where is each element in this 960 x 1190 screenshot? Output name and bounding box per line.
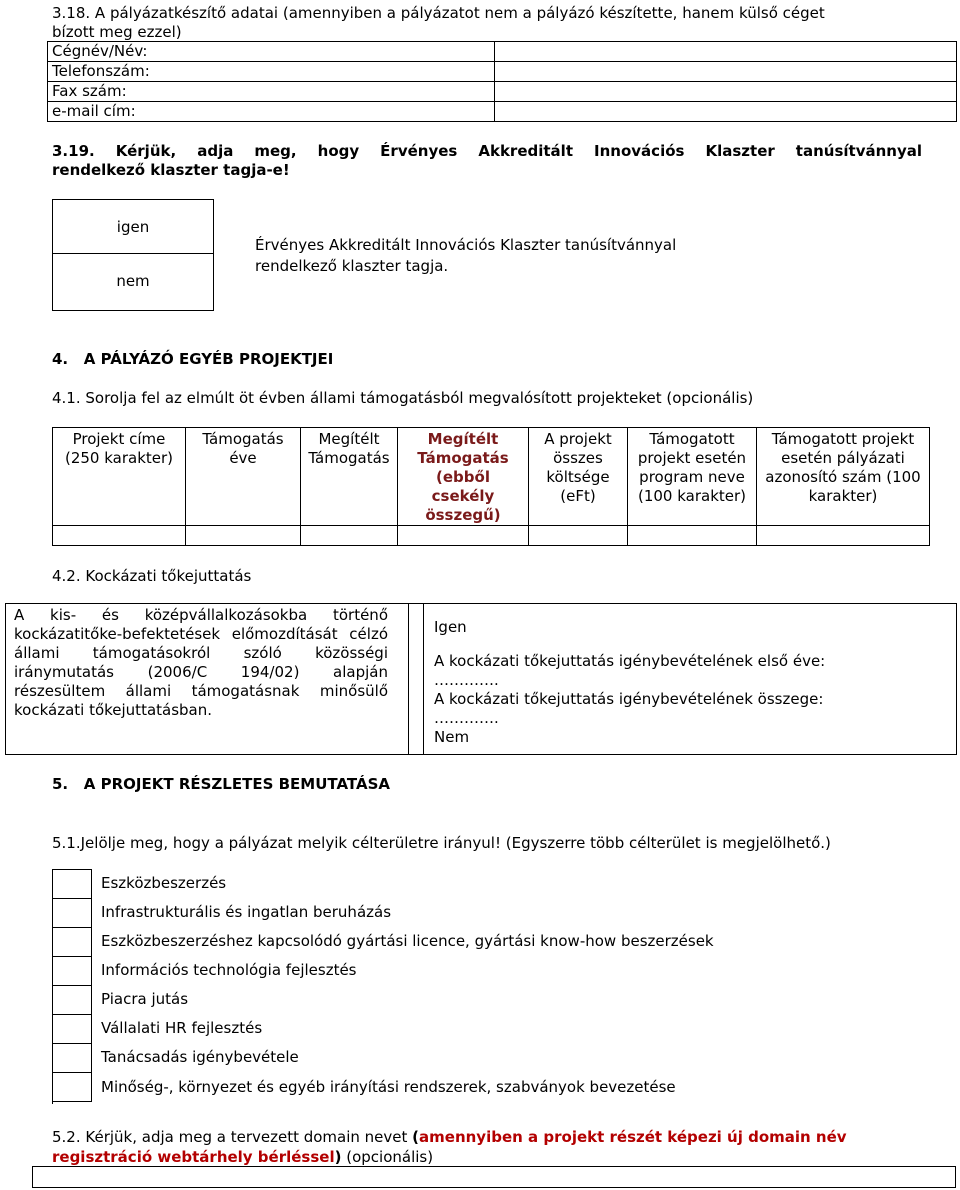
cluster-yes-option[interactable] (53, 200, 213, 254)
section-3-18-heading-cont: bízott meg ezzel) (52, 23, 182, 41)
contractor-fax-label: Fax szám: (48, 82, 495, 102)
risk-amount-input[interactable]: …………. (434, 709, 499, 727)
risk-capital-gap (409, 604, 424, 755)
target-label-consulting: Tanácsadás igénybevétele (101, 1048, 299, 1066)
section-5-1-heading: 5.1.Jelölje meg, hogy a pályázat melyik célterületre irányul! (Egyszerre több célterület is megjelölhető.) (52, 834, 831, 852)
cluster-description-cont: rendelkező klaszter tagja. (255, 257, 449, 275)
target-checkbox-hr[interactable] (52, 1014, 92, 1044)
section-4-1-heading: 4.1. Sorolja fel az elmúlt öt évben állami támogatásból megvalósított projekteket (opcionális) (52, 389, 754, 407)
cluster-description: Érvényes Akkreditált Innovációs Klaszter tanúsítvánnyal (255, 236, 677, 254)
domain-heading-prefix: 5.2. Kérjük, adja meg a tervezett domain nevet (52, 1128, 413, 1146)
section-3-19-heading-cont: rendelkező klaszter tagja-e! (52, 161, 290, 179)
col-total-cost: A projekt összes költsége (eFt) (529, 428, 628, 526)
target-label-it: Információs technológia fejlesztés (101, 961, 357, 979)
risk-capital-options (424, 604, 957, 755)
target-label-hr: Vállalati HR fejlesztés (101, 1019, 263, 1037)
deminimis-support-cell[interactable] (398, 526, 529, 546)
contractor-email-label: e-mail cím: (48, 102, 495, 122)
domain-heading-optional: (opcionális) (341, 1148, 434, 1166)
section-5-2-heading-cont (52, 1148, 433, 1167)
col-program-name: Támogatott projekt esetén program neve (100 karakter) (628, 428, 757, 526)
cluster-no-option[interactable] (53, 254, 213, 309)
section-5-2-heading (52, 1128, 932, 1147)
section-5-title: 5. A PROJEKT RÉSZLETES BEMUTATÁSA (52, 775, 391, 793)
contractor-table (47, 41, 957, 122)
domain-heading-paren-close: ) (334, 1148, 342, 1166)
section-3-18-heading: 3.18. A pályázatkészítő adatai (amennyiben a pályázatot nem a pályázó készítette, hanem külső céget (52, 4, 825, 22)
risk-first-year-label: A kockázati tőkejuttatás igénybevételének első éve: (434, 652, 826, 670)
domain-heading-paren: ( (412, 1128, 420, 1146)
contractor-name-field[interactable] (495, 42, 957, 62)
target-checkbox-quality[interactable] (52, 1072, 92, 1102)
contractor-email-field[interactable] (495, 102, 957, 122)
section-4-title: 4. A PÁLYÁZÓ EGYÉB PROJEKTJEI (52, 350, 334, 368)
section-3-19-heading: 3.19. Kérjük, adja meg, hogy Érvényes Akkreditált Innovációs Klaszter tanúsítvánnyal (52, 142, 922, 160)
project-title-cell[interactable] (53, 526, 186, 546)
target-checkbox-market[interactable] (52, 985, 92, 1015)
cluster-member-choice (52, 199, 214, 311)
cluster-no-label: nem (116, 272, 150, 290)
target-label-equipment: Eszközbeszerzés (101, 874, 227, 892)
col-project-title: Projekt címe (250 karakter) (53, 428, 186, 526)
col-deminimis-support: Megítélt Támogatás (ebből csekély összegű) (398, 428, 529, 526)
col-application-id: Támogatott projekt esetén pályázati azonosító szám (100 karakter) (757, 428, 930, 526)
risk-capital-table (5, 603, 957, 755)
risk-no-option[interactable]: Nem (434, 728, 470, 746)
projects-table (52, 427, 930, 546)
risk-capital-statement: A kis- és középvállalkozásokba történő kockázatitőke-befektetések előmozdítását célzó állami támogatásokról szóló közösségi iránymutatás (2006/C 194/02) alapján részesültem állami támogatásnak minősülő kockázati tőkejuttatásban. (6, 604, 409, 755)
target-checkbox-equipment[interactable] (52, 869, 92, 899)
target-label-infrastructure: Infrastrukturális és ingatlan beruházás (101, 903, 392, 921)
contractor-name-label: Cégnév/Név: (48, 42, 495, 62)
domain-heading-condition: amennyiben a projekt részét képezi új domain név (419, 1128, 847, 1146)
target-checkbox-infrastructure[interactable] (52, 898, 92, 928)
section-4-2-heading: 4.2. Kockázati tőkejuttatás (52, 567, 252, 585)
granted-support-cell[interactable] (301, 526, 398, 546)
contractor-phone-label: Telefonszám: (48, 62, 495, 82)
domain-name-input[interactable] (32, 1166, 956, 1188)
risk-first-year-input[interactable]: …………. (434, 671, 499, 689)
col-support-year: Támogatás éve (186, 428, 301, 526)
risk-yes-option[interactable]: Igen (434, 618, 467, 636)
contractor-fax-field[interactable] (495, 82, 957, 102)
cluster-yes-label: igen (116, 218, 150, 236)
domain-heading-condition-cont: regisztráció webtárhely bérléssel (52, 1148, 335, 1166)
application-id-cell[interactable] (757, 526, 930, 546)
target-label-quality: Minőség-, környezet és egyéb irányítási rendszerek, szabványok bevezetése (101, 1078, 676, 1096)
target-checkbox-consulting[interactable] (52, 1043, 92, 1073)
col-granted-support: Megítélt Támogatás (301, 428, 398, 526)
target-checkbox-it[interactable] (52, 956, 92, 986)
total-cost-cell[interactable] (529, 526, 628, 546)
contractor-phone-field[interactable] (495, 62, 957, 82)
target-label-market: Piacra jutás (101, 990, 189, 1008)
risk-amount-label: A kockázati tőkejuttatás igénybevételének összege: (434, 690, 824, 708)
target-label-licence: Eszközbeszerzéshez kapcsolódó gyártási licence, gyártási know-how beszerzések (101, 932, 714, 950)
support-year-cell[interactable] (186, 526, 301, 546)
target-checkbox-licence[interactable] (52, 927, 92, 957)
program-name-cell[interactable] (628, 526, 757, 546)
